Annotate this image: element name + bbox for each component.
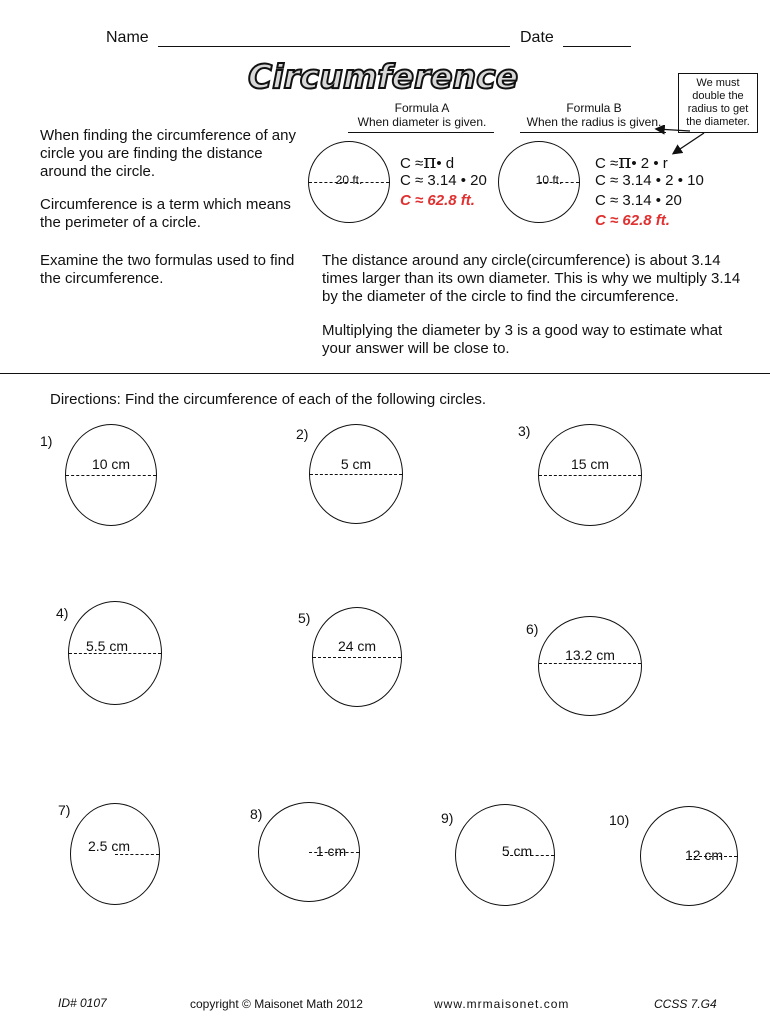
section-divider — [0, 373, 770, 374]
problem-3-label: 15 cm — [570, 456, 610, 472]
diameter-line — [539, 475, 641, 476]
diameter-line — [310, 474, 402, 475]
problem-5-circle — [312, 607, 402, 707]
problem-1-label: 10 cm — [91, 456, 131, 472]
date-label: Date — [520, 29, 554, 46]
problem-8-circle — [258, 802, 360, 902]
formula-b-heading: Formula B When the radius is given. — [526, 101, 662, 129]
formula-a-line-1: C ≈π• d — [400, 149, 455, 173]
footer-id: ID# 0107 — [58, 996, 107, 1010]
formula-a-underline — [348, 132, 494, 133]
name-line[interactable] — [158, 46, 510, 47]
example-circle-a-label: 20 ft. — [335, 173, 363, 187]
intro-paragraph-2: Circumference is a term which means the perimeter of a circle. — [40, 196, 291, 231]
note-arrows — [640, 125, 720, 165]
problem-9-number: 9) — [441, 810, 454, 826]
problem-2-circle — [309, 424, 403, 524]
formula-a-heading: Formula A When diameter is given. — [357, 101, 487, 129]
problem-4-number: 4) — [56, 605, 69, 621]
name-label: Name — [106, 29, 149, 46]
problem-8-number: 8) — [250, 806, 263, 822]
diameter-line — [539, 663, 641, 664]
problem-9-label: 5 cm — [501, 843, 533, 859]
intro-paragraph-1: When finding the circumference of any circle you are finding the distance around the circle. — [40, 127, 296, 180]
arrow-to-pi — [657, 129, 690, 131]
formula-b-answer: C ≈ 62.8 ft. — [595, 212, 670, 229]
problem-3-circle — [538, 424, 642, 526]
date-line[interactable] — [563, 46, 631, 47]
footer-copyright: copyright © Maisonet Math 2012 — [190, 997, 363, 1011]
problem-1-number: 1) — [40, 433, 53, 449]
problem-7-label: 2.5 cm — [87, 838, 130, 854]
problem-10-circle — [640, 806, 738, 906]
problem-10-number: 10) — [609, 812, 630, 828]
directions: Directions: Find the circumference of each of the following circles. — [50, 391, 487, 408]
problem-6-number: 6) — [526, 621, 539, 637]
problem-10-label: 12 cm — [684, 847, 724, 863]
problem-5-label: 24 cm — [337, 638, 377, 654]
page-title: Circumference — [248, 57, 519, 96]
pi-symbol: π — [423, 149, 437, 173]
problem-8-label: 1 cm — [315, 843, 347, 859]
problem-9-circle — [455, 804, 555, 906]
diameter-line — [313, 657, 401, 658]
problem-4-circle — [68, 601, 162, 705]
problem-6-circle — [538, 616, 642, 716]
formula-a-line-2: C ≈ 3.14 • 20 — [400, 172, 487, 189]
intro-paragraph-3: Examine the two formulas used to find the circumference. — [40, 252, 295, 287]
formula-a-answer: C ≈ 62.8 ft. — [400, 192, 475, 209]
problem-7-circle — [70, 803, 160, 905]
formula-b-line-3: C ≈ 3.14 • 20 — [595, 192, 682, 209]
problem-2-label: 5 cm — [340, 456, 372, 472]
problem-4-label: 5.5 cm — [85, 638, 128, 654]
example-circle-a — [308, 141, 390, 223]
problem-2-number: 2) — [296, 426, 309, 442]
example-circle-b — [498, 141, 580, 223]
diameter-line — [66, 475, 156, 476]
arrow-to-r — [674, 133, 704, 153]
problem-6-label: 13.2 cm — [565, 647, 615, 663]
intro-paragraph-5: Multiplying the diameter by 3 is a good way to estimate what your answer will be close to. — [322, 322, 723, 357]
problem-1-circle — [65, 424, 157, 526]
radius-note: We must double the radius to get the diameter. — [678, 73, 758, 133]
intro-paragraph-4: The distance around any circle(circumference) is about 3.14 times larger than its own diameter. This is why we multiply 3.14 by the diameter of the circle to find the circumference. — [322, 252, 741, 305]
footer-website[interactable]: www.mrmaisonet.com — [434, 997, 570, 1011]
problem-7-number: 7) — [58, 802, 71, 818]
problem-3-number: 3) — [518, 423, 531, 439]
formula-b-line-1: C ≈π• 2 • r — [595, 149, 668, 173]
radius-line — [115, 854, 159, 855]
footer-standard: CCSS 7.G4 — [654, 997, 717, 1011]
formula-b-line-2: C ≈ 3.14 • 2 • 10 — [595, 172, 704, 189]
example-circle-b-label: 10 ft. — [535, 173, 563, 187]
pi-symbol: π — [618, 149, 632, 173]
problem-5-number: 5) — [298, 610, 311, 626]
